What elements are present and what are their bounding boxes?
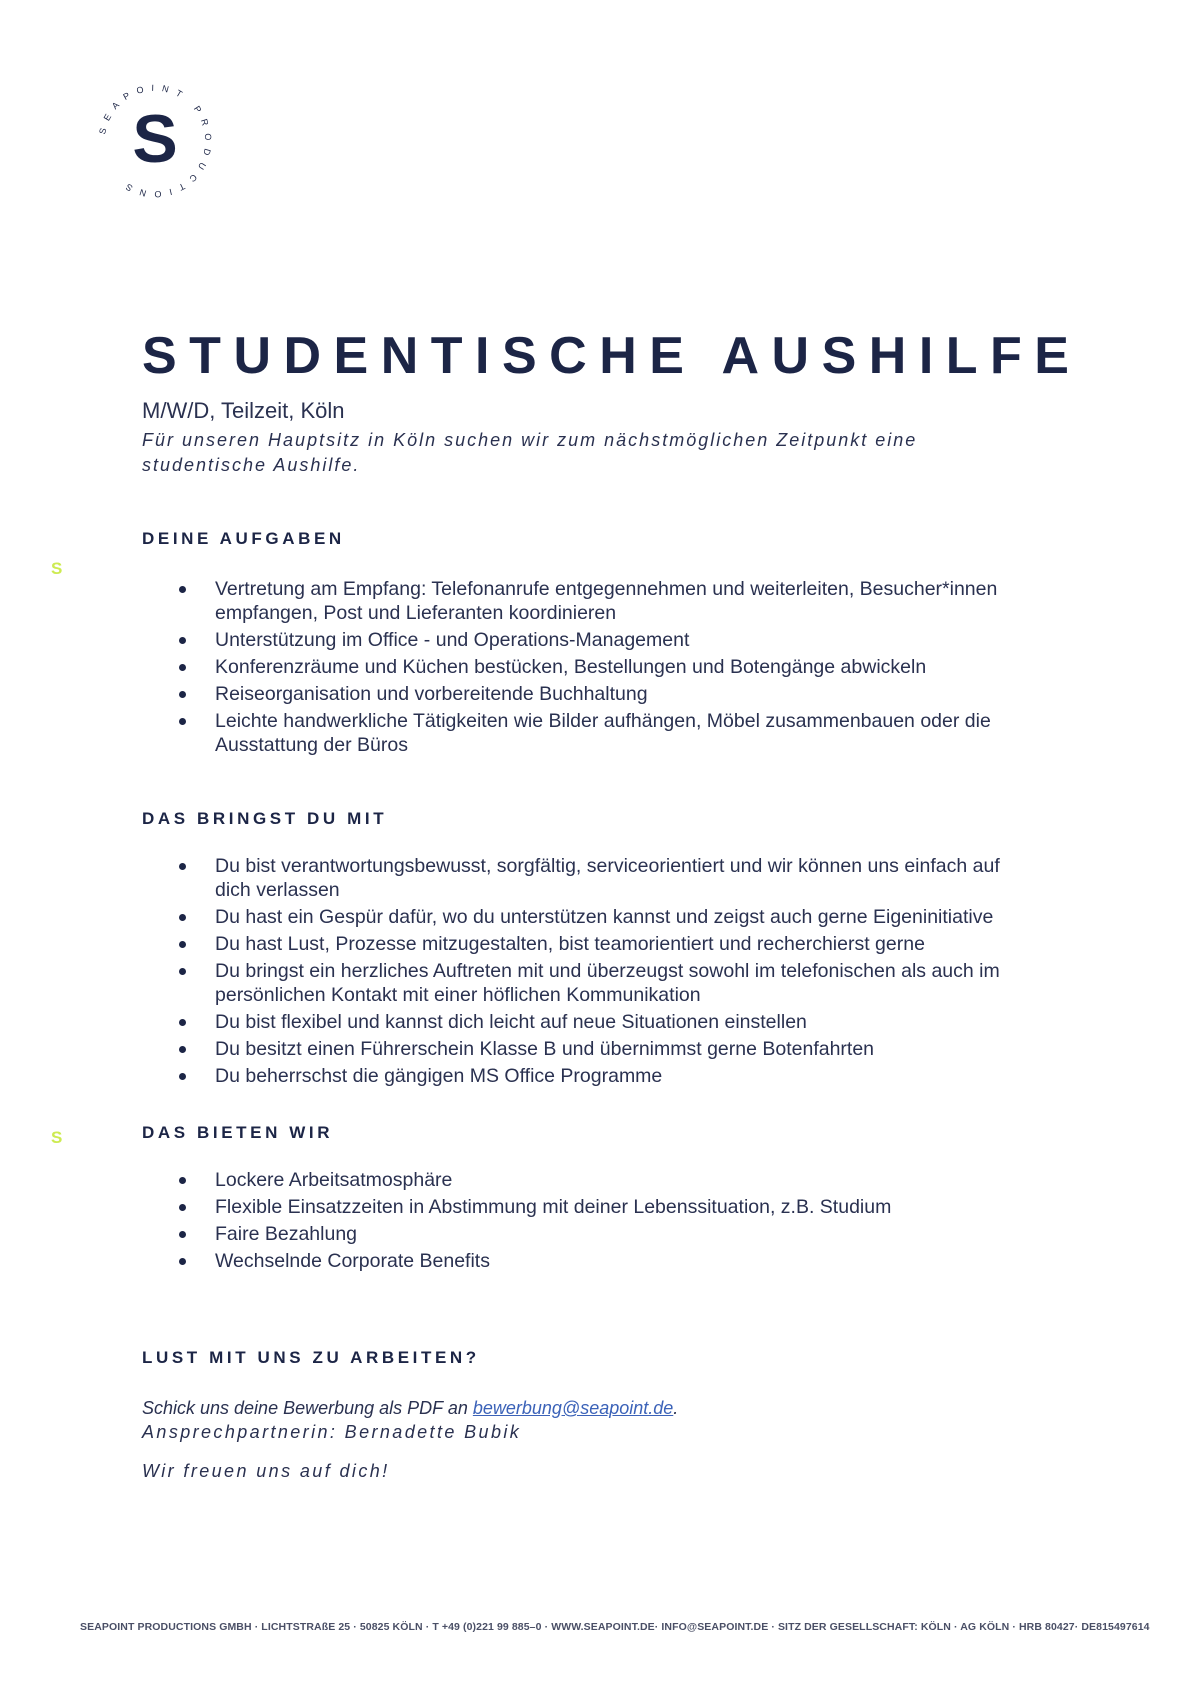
- bieten-list: [178, 1168, 1018, 1276]
- list-item: Du hast Lust, Prozesse mitzugestalten, bist teamorientiert und recherchierst gerne: [178, 932, 1018, 956]
- list-item: Du bist flexibel und kannst dich leicht auf neue Situationen einstellen: [178, 1010, 1018, 1034]
- application-text: Schick uns deine Bewerbung als PDF an: [142, 1398, 473, 1418]
- job-subtitle: M/W/D, Teilzeit, Köln: [142, 398, 345, 423]
- company-logo: [90, 76, 220, 206]
- list-item: Unterstützung im Office - und Operations-Management: [178, 628, 1018, 652]
- section-heading-bringst: DAS BRINGST DU MIT: [142, 809, 388, 828]
- intro-text: Für unseren Hauptsitz in Köln suchen wir zum nächstmöglichen Zeitpunkt eine studentische Aushilfe.: [142, 430, 918, 475]
- application-text-suffix: .: [673, 1398, 679, 1418]
- section-heading-aufgaben: DEINE AUFGABEN: [142, 529, 345, 548]
- side-accent-mark: S: [51, 1128, 63, 1147]
- bringst-list: [178, 854, 1018, 1091]
- section-heading-bieten: DAS BIETEN WIR: [142, 1123, 334, 1142]
- side-accent-mark: S: [51, 559, 63, 578]
- page-title: STUDENTISCHE AUSHILFE: [142, 327, 1082, 385]
- list-item: Du besitzt einen Führerschein Klasse B und übernimmst gerne Botenfahrten: [178, 1037, 1018, 1061]
- list-item: Du bringst ein herzliches Auftreten mit und überzeugst sowohl im telefonischen als auch im persönlichen Kontakt mit einer höflichen Kommunikation: [178, 959, 1018, 1007]
- list-item: Leichte handwerkliche Tätigkeiten wie Bilder aufhängen, Möbel zusammenbauen oder die Ausstattung der Büros: [178, 709, 1018, 757]
- logo-mark: [90, 76, 220, 206]
- list-item: Wechselnde Corporate Benefits: [178, 1249, 1018, 1273]
- list-item: Reiseorganisation und vorbereitende Buchhaltung: [178, 682, 1018, 706]
- list-item: Du bist verantwortungsbewusst, sorgfältig, serviceorientiert und wir können uns einfach auf dich verlassen: [178, 854, 1018, 902]
- aufgaben-list: [178, 577, 1018, 760]
- list-item: Lockere Arbeitsatmosphäre: [178, 1168, 1018, 1192]
- list-item: Faire Bezahlung: [178, 1222, 1018, 1246]
- list-item: Du hast ein Gespür dafür, wo du unterstützen kannst und zeigst auch gerne Eigeninitiative: [178, 905, 1018, 929]
- list-item: Flexible Einsatzzeiten in Abstimmung mit deiner Lebenssituation, z.B. Studium: [178, 1195, 1018, 1219]
- logo-ring-text: SEAPOINT PRODUCTIONS: [97, 82, 214, 200]
- contact-person: Ansprechpartnerin: Bernadette Bubik: [142, 1422, 522, 1442]
- list-item: Konferenzräume und Küchen bestücken, Bestellungen und Botengänge abwickeln: [178, 655, 1018, 679]
- list-item: Vertretung am Empfang: Telefonanrufe entgegennehmen und weiterleiten, Besucher*innen empfangen, Post und Lieferanten koordinieren: [178, 577, 1018, 625]
- application-instruction: [142, 1398, 678, 1419]
- list-item: Du beherrschst die gängigen MS Office Programme: [178, 1064, 1018, 1088]
- page-footer: SEAPOINT PRODUCTIONS GMBH · LICHTSTRAßE 25 · 50825 KÖLN · T +49 (0)221 99 885–0 · WWW.SEAPOINT.DE· INFO@SEAPOINT.DE · SITZ DER GESELLSCHAFT: KÖLN · AG KÖLN · HRB 80427· DE815497614: [80, 1621, 1150, 1633]
- logo-letter: S: [132, 101, 178, 177]
- closing-text: Wir freuen uns auf dich!: [142, 1461, 390, 1481]
- section-heading-lust: LUST MIT UNS ZU ARBEITEN?: [142, 1348, 480, 1367]
- email-link[interactable]: bewerbung@seapoint.de: [472, 1398, 674, 1418]
